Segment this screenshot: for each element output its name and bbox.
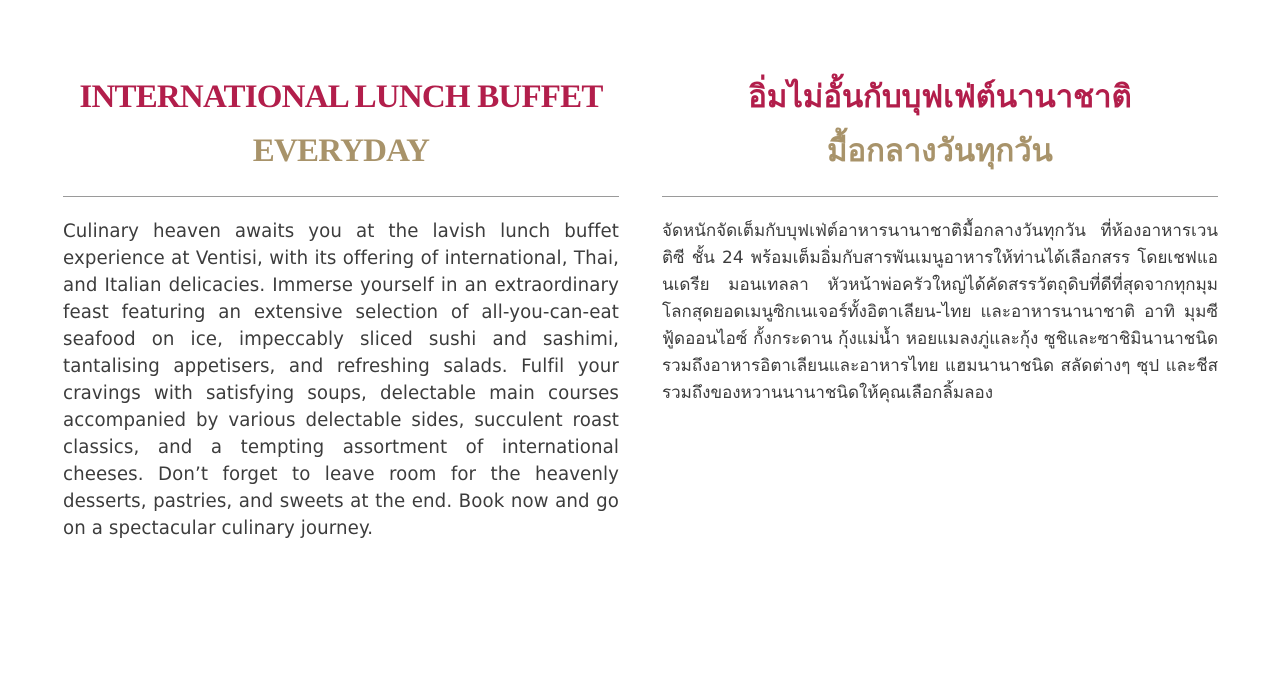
thai-body-text: จัดหนักจัดเต็มกับบุฟเฟ่ต์อาหารนานาชาติมื้อกลางวันทุกวัน ที่ห้องอาหารเวนติซี ชั้น 24 พร้อมเต็มอิ่มกับสารพันเมนูอาหารให้ท่านได้เลือกสรร โดยเชฟแอนเดรีย มอนเทลลา หัวหน้าพ่อครัวใหญ่ได้คัดสรรวัตถุดิบที่ดีที่สุดจากทุกมุมโลกสุดยอดเมนูซิกเนเจอร์ทั้งอิตาเลียน-ไทย และอาหารนานาชาติ อาทิ มุมซีฟู้ดออนไอซ์ กั้งกระดาน กุ้งแม่น้ำ หอยแมลงภู่และกุ้ง ซูชิและซาชิมินานาชนิด รวมถึงอาหารอิตาเลียนและอาหารไทย แฮมนานาชนิด สลัดต่างๆ ซุป และชีส รวมถึงของหวานนานาชนิดให้คุณเลือกลิ้มลอง <box>662 221 1218 403</box>
english-title: INTERNATIONAL LUNCH BUFFET <box>79 79 603 115</box>
thai-subtitle: มื้อกลางวันทุกวัน <box>827 133 1053 169</box>
english-subtitle: EVERYDAY <box>252 133 430 169</box>
english-body-text: Culinary heaven awaits you at the lavish lunch buffet experience at Ventisi, with its offering of international, Thai, and Italian delicacies. Immerse yourself in an extraordinary feast featuring an extensive selection of all-you-can-eat seafood on ice, impeccably sliced sushi and sashimi, tantalising appetisers, and refreshing salads. Fulfil your cravings with satisfying soups, delectable main courses accompanied by various delectable sides, succulent roast classics, and a tempting assortment of international cheeses. Don’t forget to leave room for the heavenly desserts, pastries, and sweets at the end. Book now and go on a spectacular culinary journey. <box>63 221 619 539</box>
thai-divider <box>662 196 1218 197</box>
english-section <box>63 76 619 542</box>
thai-section <box>662 76 1218 407</box>
english-divider <box>63 196 619 197</box>
thai-title: อิ่มไม่อั้นกับบุฟเฟ่ต์นานาชาติ <box>748 79 1132 115</box>
